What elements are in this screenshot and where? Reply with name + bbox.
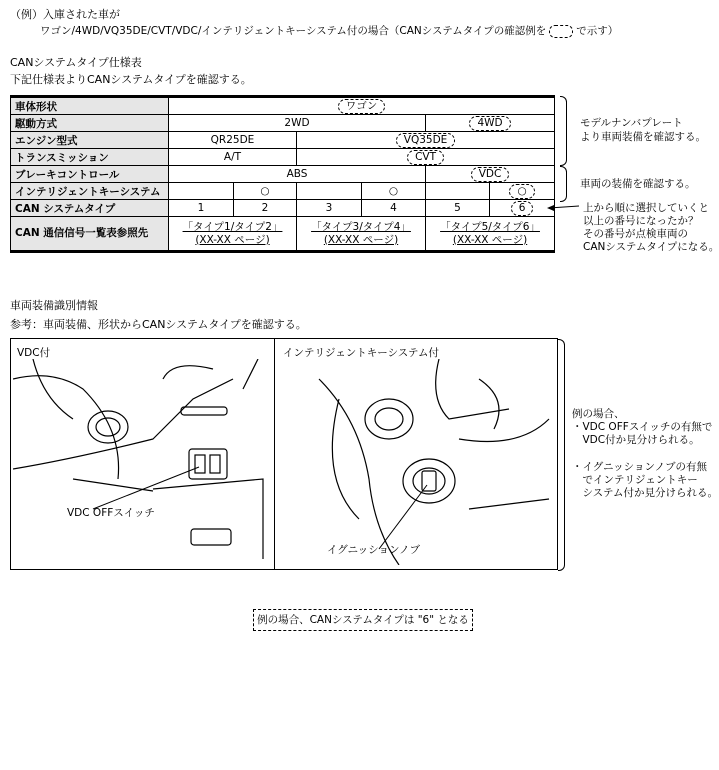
intro-line1: （例）入庫された車が <box>10 8 120 21</box>
table-row <box>11 183 555 200</box>
intro-line2-post: で示す） <box>576 25 619 37</box>
table-cell: 2 <box>234 200 297 217</box>
table-cell: 5 <box>426 200 490 217</box>
intro-line2 <box>40 24 618 38</box>
table-cell <box>169 183 234 200</box>
reference-link[interactable]: 「タイプ3/タイプ4」(XX-XX ページ) <box>297 217 426 252</box>
ignition-knob-illustration <box>279 359 553 565</box>
table-cell-value: VDC <box>471 167 510 182</box>
table-row <box>11 115 555 132</box>
can-system-spec-table <box>10 95 555 253</box>
bracket-equipment <box>560 166 567 202</box>
table-cell: 2WD <box>169 115 426 132</box>
spec-section-subtitle: 下記仕様表よりCANシステムタイプを確認する。 <box>10 73 252 86</box>
equipment-section-title: 車両装備識別情報 <box>10 299 98 312</box>
row-label: エンジン型式 <box>11 132 169 149</box>
intro-line2-pre: ワゴン/4WD/VQ35DE/CVT/VDC/インテリジェントキーシステム付の場合（CANシステムタイプの確認例を <box>40 25 547 37</box>
table-cell: A/T <box>169 149 297 166</box>
table-cell-value: ○ <box>509 184 534 199</box>
table-cell-value: 4WD <box>469 116 510 131</box>
row-label: 駆動方式 <box>11 115 169 132</box>
reference-link[interactable]: 「タイプ5/タイプ6」(XX-XX ページ) <box>426 217 555 252</box>
table-row <box>11 200 555 217</box>
table-cell: ○ <box>234 183 297 200</box>
table-row <box>11 97 555 115</box>
table-cell: QR25DE <box>169 132 297 149</box>
panel-left-title: VDC付 <box>17 347 51 359</box>
table-row <box>11 132 555 149</box>
row-label: ブレーキコントロール <box>11 166 169 183</box>
table-row <box>11 217 555 252</box>
arrow-icon <box>545 200 585 214</box>
table-cell: 4 <box>362 200 426 217</box>
table-cell: 1 <box>169 200 234 217</box>
note-select: 上から順に選択していくと 以上の番号になったか？ その番号が点検車両の CANシステムタイプになる。 <box>583 202 719 253</box>
row-label: トランスミッション <box>11 149 169 166</box>
result-box: 例の場合、CANシステムタイプは "6" となる <box>253 609 473 631</box>
reference-link[interactable]: 「タイプ1/タイプ2」(XX-XX ページ) <box>169 217 297 252</box>
table-cell-value: ワゴン <box>338 99 386 114</box>
table-cell <box>426 166 555 183</box>
table-cell <box>297 149 555 166</box>
note-model-plate: モデルナンバプレート より車両装備を確認する。 <box>580 117 706 143</box>
equipment-section-subtitle: 参考：車両装備、形状からCANシステムタイプを確認する。 <box>10 318 307 331</box>
panel-divider <box>274 339 275 569</box>
table-cell-value: 6 <box>511 201 534 216</box>
bracket-side-note <box>558 339 565 571</box>
note-equipment: 車両の装備を確認する。 <box>580 178 696 190</box>
row-label: インテリジェントキーシステム <box>11 183 169 200</box>
table-cell-value: CVT <box>407 150 444 165</box>
table-cell: 3 <box>297 200 362 217</box>
table-cell-value: VQ35DE <box>396 133 456 148</box>
table-cell <box>169 97 555 115</box>
spec-section-title: CANシステムタイプ仕様表 <box>10 56 142 69</box>
table-row <box>11 166 555 183</box>
side-note-heading: 例の場合、 <box>572 408 625 420</box>
row-label: CAN システムタイプ <box>11 200 169 217</box>
row-label: CAN 通信信号一覧表参照先 <box>11 217 169 252</box>
bracket-model-plate <box>560 96 567 166</box>
table-cell <box>297 132 555 149</box>
vdc-off-switch-callout: VDC OFFスイッチ <box>67 507 155 519</box>
row-label: 車体形状 <box>11 97 169 115</box>
table-cell <box>490 183 555 200</box>
panel-right-title: インテリジェントキーシステム付 <box>283 347 440 359</box>
table-cell: ○ <box>362 183 426 200</box>
table-cell <box>426 115 555 132</box>
side-note-item1: ・VDC OFFスイッチの有無で VDC付か見分けられる。 <box>572 421 713 446</box>
table-cell <box>426 183 490 200</box>
vdc-dashboard-illustration <box>13 359 271 565</box>
table-cell <box>297 183 362 200</box>
ignition-knob-callout: イグニッションノブ <box>327 544 421 556</box>
side-note-item2: ・イグニッションノブの有無 でインテリジェントキー システム付か見分けられる。 <box>572 461 718 499</box>
vehicle-equipment-panel <box>10 338 558 570</box>
dashed-oval-legend-icon <box>549 25 573 38</box>
table-cell: ABS <box>169 166 426 183</box>
table-row <box>11 149 555 166</box>
